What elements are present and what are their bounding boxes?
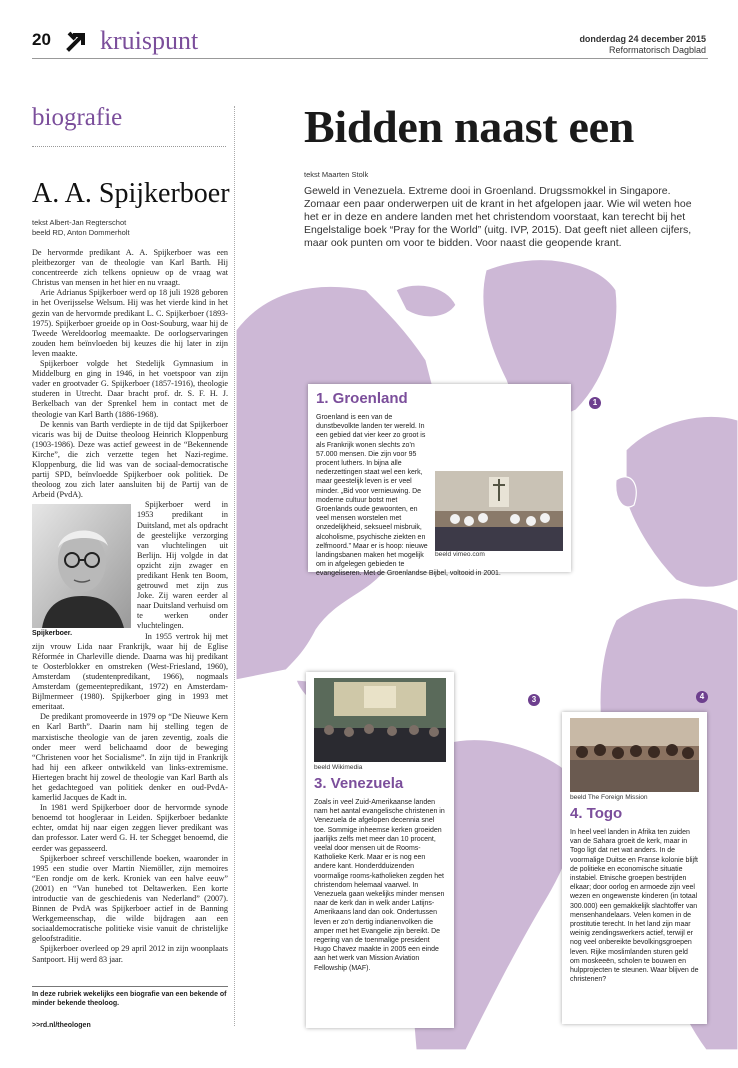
paragraph: De kennis van Barth verdiepte in de tijd dat Spijkerboer vicaris was bij de Duitse theoloog Heinrich Kloppenburg (1903-1986). Deze was actief geweest in de “Bekennende Kirche”, die zich verzette tegen het Nazi-regime. Kloppenburg, die lid was van de sociaal-democratische partij SPD, beïnvloedde Spijkerboer ook politiek. De theoloog zou zich later aansluiten bij de Partij van de Arbeid (PvdA). [32, 419, 228, 500]
venezuela-church-image [314, 678, 446, 762]
article-author: tekst Maarten Stolk [304, 170, 369, 179]
card-text [316, 413, 563, 579]
article-intro: Geweld in Venezuela. Extreme dooi in Groenland. Drugssmokkel in Singapore. Zomaar een paar onderwerpen uit de krant in het afgelopen jaar. Wie wil weten hoe het er in deze en andere landen met het christendom voorstaat, kan terecht bij het Engelstalige boek “Pray for the World” (uitg. IVP, 2015). Dat geeft niet alleen cijfers, maar ook punten om voor te bidden. Voor naast die geopende krant. [304, 185, 692, 249]
crossroads-arrow-icon [66, 30, 88, 52]
country-card-venezuela [306, 672, 454, 1028]
masthead-date [579, 34, 706, 56]
photo-credit: beeld The Foreign Mission [570, 794, 648, 801]
rubric-note: In deze rubriek wekelijks een biografie van een bekende of minder bekende theoloog. [32, 986, 228, 1008]
card-body: Groenland is een van de dunstbevolkte landen ter wereld. In een gebied dat vier keer zo groot is als Frankrijk wonen slechts zo’n 57.000 mensen. Die zijn voor 95 procent luthers. In bijna alle nederzettingen staat wel een kerk, maar geestelijk leven is er veel minder. „Bid voor vernieuwing. De moderne cultuur botst met Groenlands oude gewoonten, en veel mensen worstelen met onzedelijkheid, seksueel misbruik, alcoholisme, psychische ziekten en zelfmoord.” Maar er is hoop: nieuwe landingsbanen maken het mogelijk om in afgelegen gebieden te evangeliseren. Met de Groenlandse Bijbel, voltooid in 2001. [316, 414, 501, 578]
newspaper-name: Reformatorisch Dagblad [608, 45, 706, 55]
card-title: 3. Venezuela [314, 775, 404, 792]
country-card-togo [562, 712, 707, 1024]
paragraph: Spijkerboer overleed op 29 april 2012 in zijn woonplaats Santpoort. Hij werd 83 jaar. [32, 944, 228, 964]
page-number: 20 [32, 30, 51, 49]
map-marker-4[interactable]: 4 [696, 691, 708, 703]
photo-credit: beeld Wikimedia [314, 764, 363, 771]
paragraph: In 1981 werd Spijkerboer door de hervormde synode benoemd tot hoogleraar in Leiden. Spijkerboer bedankte echter, omdat hij naar eigen zeggen liever predikant was dan professor. Later werd G. H. ter Schegget benoemd, die eerder was gepasseerd. [32, 803, 228, 853]
card-body: Zoals in veel Zuid-Amerikaanse landen nam het aantal evangelische christenen in Venezuela de afgelopen decennia snel toe. Sommige inheemse kerken groeiden jaarlijks zelfs met meer dan 10 procent, veelal door mensen uit de Rooms-Katholieke Kerk. Maar er is nog een andere kant. Honderdduizenden voormalige rooms-katholieken zegden het christendom helemaal vaarwel. In Venezuela gaan wekelijks minder mensen naar de kerk dan in welk ander Latijns-Amerikaans land dan ook. Ondertussen leven er zo’n dertig indianenvolken die amper met het Evangelie zijn bereikt. De regering van de toenmalige president Hugo Chavez maakte in 2005 een einde aan het werk van Mission Aviation Fellowship (MAF). [314, 799, 445, 972]
paragraph: Spijkerboer werd in 1953 predikant in Duitsland, met als opdracht de geestelijke verzorging van vluchtelingen uit Berlijn. Hij volgde in dat opzicht zijn zwager en predikant Henk ten Boom, getrouwd met zijn zus Joke. Zij waren eerder al naar Duitsland verhuisd om te werken onder vluchtelingen. [137, 500, 228, 631]
date: donderdag 24 december 2015 [579, 34, 706, 44]
biography-body [32, 248, 228, 965]
photo-credit: beeld RD, Anton Dommerholt [32, 228, 130, 237]
theologians-link[interactable]: >>rd.nl/theologen [32, 1022, 91, 1029]
section-title: kruispunt [100, 26, 199, 55]
divider [32, 146, 226, 147]
photo-caption: Spijkerboer. [32, 630, 73, 638]
biography-label: biografie [32, 104, 123, 131]
paragraph: In 1955 vertrok hij met zijn vrouw Lida naar Frankrijk, waar hij de Eglise Réformée in Charleville diende. Daarna was hij predikant te Oosterblokker en omstreken (West-Friesland, 1960), Amsterdam (studentenpredikant, 1966), nogmaals Amsterdam (gemeentepredikant, 1972) en Amsterdam-Bijlmermeer (1980). Spijkerboer ging in 1993 met emeritaat. [32, 631, 228, 712]
text-credit: tekst Albert-Jan Regterschot [32, 218, 127, 227]
biography-credits [32, 218, 130, 238]
map-marker-1[interactable]: 1 [589, 397, 601, 409]
card-title: 1. Groenland [316, 390, 408, 407]
article-title: Bidden naast een [304, 101, 635, 152]
card-title: 4. Togo [570, 805, 623, 822]
country-card-greenland [308, 384, 571, 578]
greenland-photo [435, 471, 563, 559]
map-marker-3[interactable]: 3 [528, 694, 540, 706]
paragraph: Spijkerboer volgde het Stedelijk Gymnasium in Middelburg en ging in 1946, in het voetspoor van zijn vader en grootvader G. Spijkerboer (1857-1916), theologie studeren in Utrecht. Daar bracht prof. dr. S. F. H. J. Berkelbach van der Sprenkel hem in contact met de theologie van Karl Barth (1886-1968). [32, 359, 228, 419]
paragraph: De hervormde predikant A. A. Spijkerboer was een pleitbezorger van de theologie van Karl Barth. Hij concentreerde zich telkens opnieuw op de vraag wat Christus van mensen in het hier en nu vraagt. [32, 248, 228, 288]
paragraph: De predikant promoveerde in 1979 op “De Nieuwe Kern en Karl Barth”. Daarin nam hij stelling tegen de marxistische theologie van de jaren zeventig, zoals die onder meer werd belichaamd door de beweging “Christenen voor het Socialisme”. In zijn tijd in Frankrijk had hij een afkeer ontwikkeld van links-extremisme. Hiertegen bracht hij zowel de theologie van Karl Barth als het gedachtegoed van politiek denker en oud-PvdA-kamerlid Jacques de Kadt in. [32, 712, 228, 803]
column-divider [234, 106, 235, 1026]
paragraph: Spijkerboer schreef verschillende boeken, waaronder in 1995 een studie over Martin Niemöller, zijn memoires “Een rondje om de kerk. Kroniek van een halve eeuw” (2001) en “Van hunebed tot Deltawerken. Een korte introductie van de geschiedenis van Nederland” (2007). Binnen de PvdA was Spijkerboer actief in de Banning Werkgemeenschap, die wilde bijdragen aan een sociaaldemocratische politieke visie vanuit de christelijke geloofstraditie. [32, 853, 228, 944]
paragraph: Arie Adrianus Spijkerboer werd op 18 juli 1928 geboren in het Overijsselse Welsum. Hij was het vierde kind in het gezin van de hervormde predikant L. C. Spijkerboer (1893-1975). Spijkerboer groeide op in Oost-Souburg, waar hij de Tweede Wereldoorlog meemaakte. De oorlogservaringen zouden hem beïnvloeden bij keuzes die hij later in zijn leven maakte. [32, 288, 228, 358]
biography-title: A. A. Spijkerboer [32, 178, 230, 209]
header-rule [32, 58, 708, 59]
togo-group-image [570, 718, 699, 792]
church-interior-image [435, 471, 563, 551]
portrait-photo [32, 504, 131, 638]
card-body: In heel veel landen in Afrika ten zuiden van de Sahara groeit de kerk, maar in Togo ligt dat net wat anders. In de voormalige Duitse en Franse kolonie blijft de politieke en economische situatie instabiel. Etnische groepen bestrijden elkaar; door oorlog en armoede zijn veel wezen en ongewenste kinderen (in totaal 300.000) een gemakkelijk slachtoffer van mensenhandelaars. Velen komen in de prostitutie terecht. In het land zijn maar weinig zendingswerkers actief, terwijl er nog veel onbereikte bevolkingsgroepen leven. Rijke moslimlanden sturen geld om moskeeën, scholen te bouwen en hulpprojecten te steunen. Waar blijven de christenen? [570, 829, 699, 984]
photo-credit: beeld vimeo.com [435, 551, 485, 558]
portrait-image [32, 504, 131, 628]
